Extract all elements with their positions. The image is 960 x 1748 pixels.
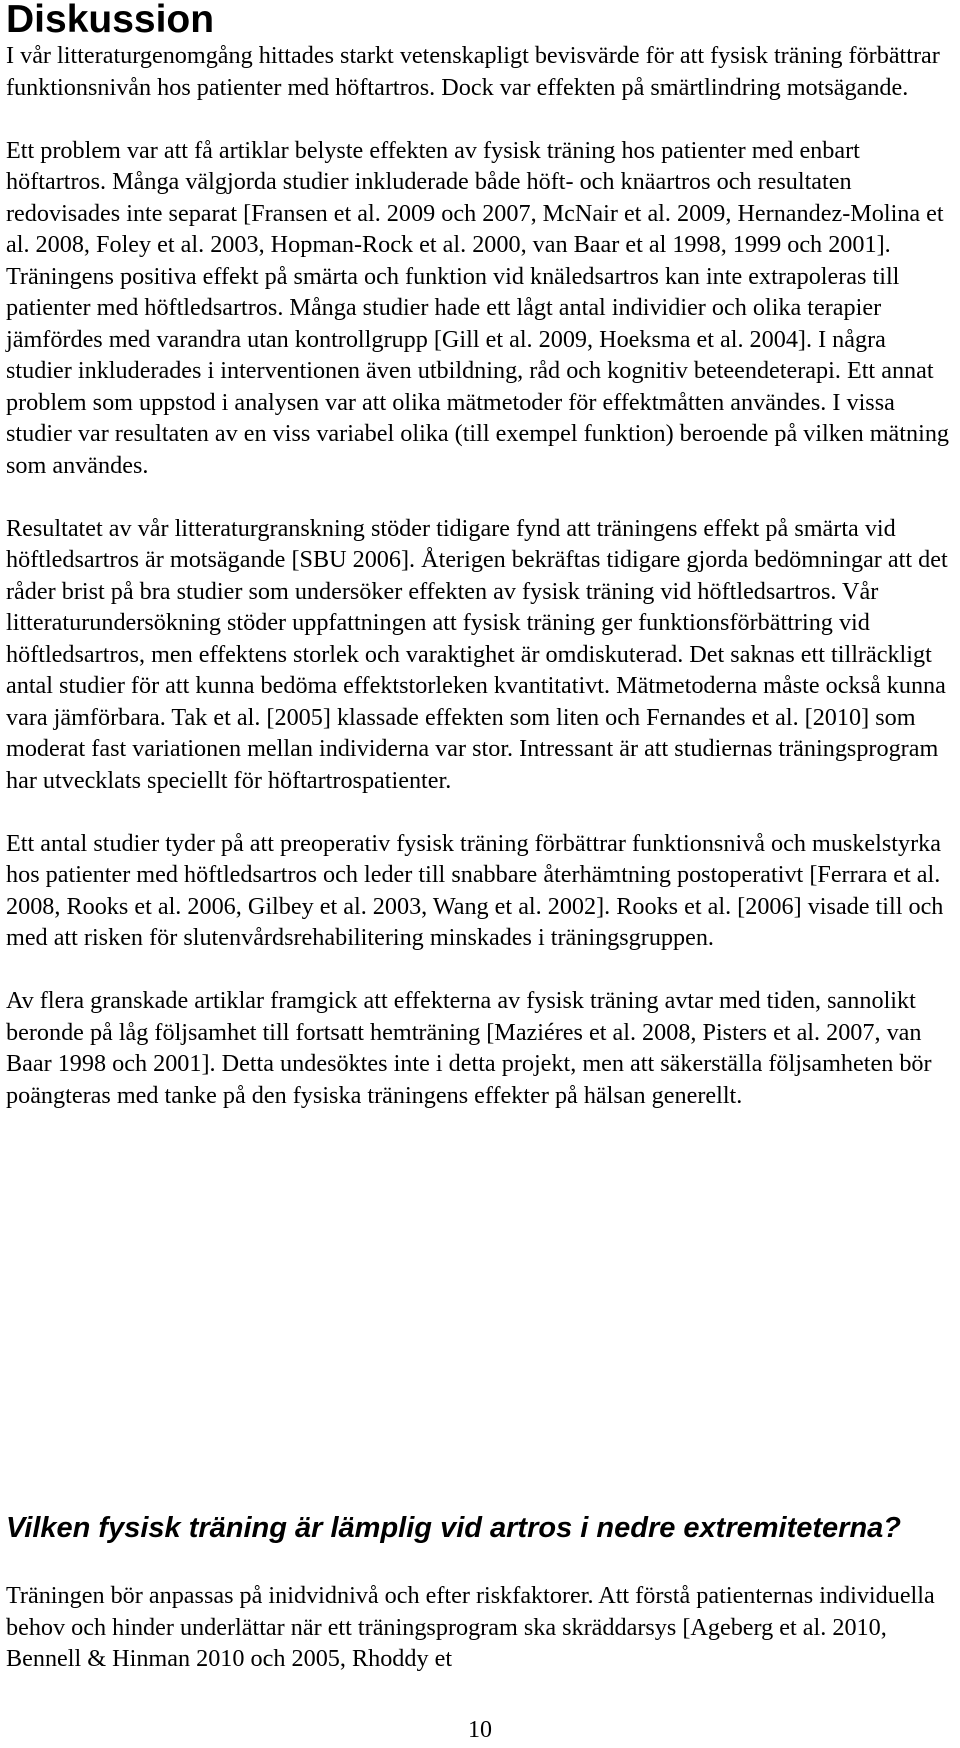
page-number: 10	[468, 1717, 492, 1743]
section-heading: Diskussion	[6, 0, 215, 41]
paragraph-gap	[6, 954, 954, 986]
paragraph-1: I vår litteraturgenomgång hittades starkt vetenskapligt bevisvärde för att fysisk träning förbättrar funktionsnivån hos patienter med höftartros. Dock var effekten på smärtlindring motsägande.	[6, 42, 940, 101]
paragraph-gap	[6, 481, 954, 513]
paragraph-4: Ett antal studier tyder på att preoperativ fysisk träning förbättrar funktionsnivå och muskelstyrka hos patienter med höftledsartros och leder till snabbare återhämtning postoperativt [Ferrara et al. 2008, Rooks et al. 2006, Gilbey et al. 2003, Wang et al. 2002]. Rooks et al. [2006] visade till och med att risken för slutenvårdsrehabilitering minskades i träningsgruppen.	[6, 829, 944, 951]
paragraph-5: Av flera granskade artiklar framgick att effekterna av fysisk träning avtar med tiden, sannolikt beronde på låg följsamhet till fortsatt hemträning [Maziéres et al. 2008, Pisters et al. 2007, van Baar 1998 och 2001]. Detta undesöktes inte i detta projekt, men att säkerställa följsamheten bör poängteras med tanke på den fysiska träningens effekter på hälsan generellt.	[6, 987, 932, 1109]
paragraph-2: Ett problem var att få artiklar belyste effekten av fysisk träning hos patienter med enbart höftartros. Många välgjorda studier inkluderade både höft- och knäartros och resultaten redovisades inte separat [Fransen et al. 2009 och 2007, McNair et al. 2009, Hernandez-Molina et al. 2008, Foley et al. 2003, Hopman-Rock et al. 2000, van Baar et al 1998, 1999 och 2001]. Träningens positiva effekt på smärta och funktion vid knäledsartros kan inte extrapoleras till patienter med höftledsartros. Många studier hade ett lågt antal individier och olika terapier jämfördes med varandra utan kontrollgrupp [Gill et al. 2009, Hoeksma et al. 2004]. I några studier inkluderades i interventionen även utbildning, råd och kognitiv beteendeterapi. Ett annat problem som uppstod i analysen var att olika mätmetoder för effektmåtten användes. I vissa studier var resultaten av en viss variabel olika (till exempel funktion) beroende på vilken mätning som användes.	[6, 136, 950, 479]
subsection-paragraph: Träningen bör anpassas på inidvidnivå och efter riskfaktorer. Att förstå patienternas individuella behov och hinder underlättar när ett träningsprogram ska skräddarsys [Ageberg et al. 2010, Bennell & Hinman 2010 och 2005, Rhoddy et	[6, 1582, 935, 1672]
paragraph-gap	[6, 796, 954, 828]
paragraph-gap	[6, 103, 954, 135]
subsection-heading: Vilken fysisk träning är lämplig vid artros i nedre extremiteterna?	[6, 1512, 902, 1544]
paragraph-3: Resultatet av vår litteraturgranskning stöder tidigare fynd att träningens effekt på smärta vid höftledsartros är motsägande [SBU 2006]. Återigen bekräftas tidigare gjorda bedömningar att det råder brist på bra studier som undersöker effekten av fysisk träning vid höftledsartros. Vår litteraturundersökning stöder uppfattningen att fysisk träning ger funktionsförbättring vid höftledsartros, men effektens storlek och varaktighet är omdiskuterad. Det saknas ett tillräckligt antal studier för att kunna bedöma effektstorleken kvantitativt. Mätmetoderna måste också kunna vara jämförbara. Tak et al. [2005] klassade effekten som liten och Fernandes et al. [2010] som moderat fast variationen mellan individerna var stor. Intressant är att studiernas träningsprogram har utvecklats speciellt för höftartrospatienter.	[6, 514, 948, 794]
